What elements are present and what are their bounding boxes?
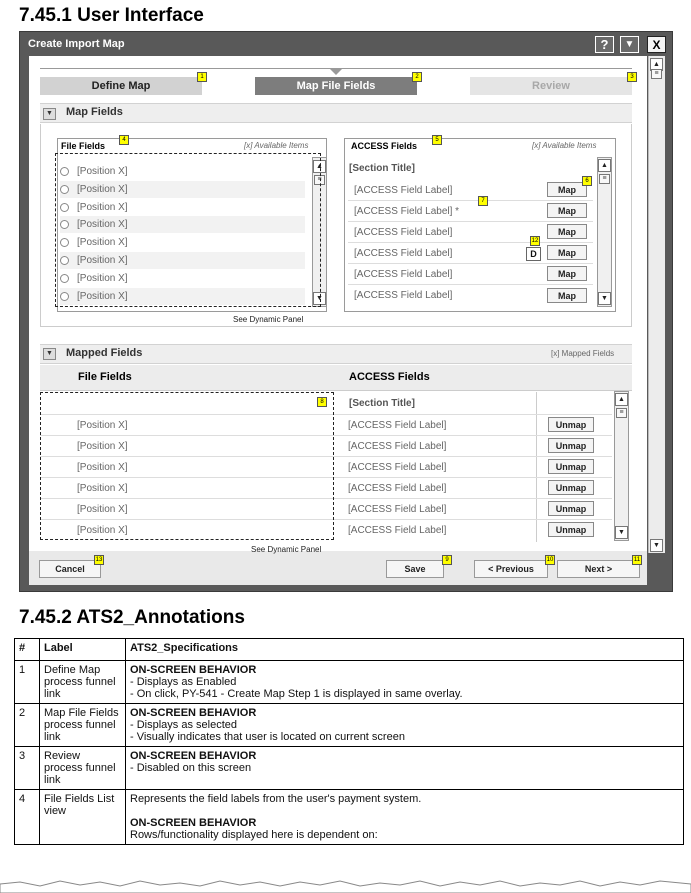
unmap-button[interactable]: Unmap	[548, 438, 594, 453]
file-field-row[interactable]: [Position X]	[60, 270, 305, 287]
scroll-down-icon[interactable]: ▼	[313, 292, 326, 305]
annotation-badge: 13	[95, 557, 103, 563]
scroll-down-icon[interactable]: ▼	[615, 526, 628, 539]
menu-dropdown-button[interactable]: ▼	[620, 36, 639, 53]
unmap-button[interactable]: Unmap	[548, 480, 594, 495]
current-step-pointer-icon	[329, 68, 343, 75]
access-field-row: [ACCESS Field Label]	[354, 290, 453, 301]
table-row: 3 Review process funnel link ON-SCREEN BEHAVIOR - Disabled on this screen	[15, 747, 684, 790]
collapse-icon[interactable]: ▼	[43, 108, 56, 120]
mapped-section-title: [Section Title]	[349, 398, 415, 409]
unmap-button[interactable]: Unmap	[548, 501, 594, 516]
collapse-icon[interactable]: ▼	[43, 348, 56, 360]
annotation-badge: 8	[317, 397, 327, 407]
mapped-row: [Position X] [ACCESS Field Label]	[40, 477, 612, 498]
funnel-step-define-map[interactable]: Define Map	[40, 77, 202, 95]
access-field-row: [ACCESS Field Label] *	[348, 201, 593, 222]
save-button[interactable]: Save	[386, 560, 444, 578]
annotation-badge: 2	[412, 72, 422, 82]
file-field-row[interactable]: [Position X]	[60, 234, 305, 251]
access-field-row: [ACCESS Field Label]	[348, 243, 593, 264]
dialog-scrollbar[interactable]	[648, 56, 665, 553]
map-button[interactable]: Map	[547, 203, 587, 218]
dynamic-panel-outline	[55, 153, 321, 307]
map-fields-header	[40, 103, 632, 123]
dialog-title: Create Import Map	[28, 38, 125, 50]
header-number: #	[15, 639, 40, 661]
file-field-row[interactable]: [Position X]	[60, 181, 305, 198]
mapped-fields-title: Mapped Fields	[66, 347, 143, 359]
scroll-down-icon[interactable]: ▼	[598, 292, 611, 305]
map-button[interactable]: Map	[547, 182, 587, 197]
section-heading-ui: 7.45.1 User Interface	[19, 5, 204, 26]
annotation-badge: 9	[442, 555, 452, 565]
scroll-thumb[interactable]: ≡	[651, 69, 662, 79]
previous-button[interactable]: < Previous	[474, 560, 548, 578]
funnel-step-map-file-fields[interactable]: Map File Fields	[255, 77, 417, 95]
table-header-row	[15, 639, 684, 661]
scroll-down-icon[interactable]: ▼	[650, 539, 663, 552]
access-section-title: [Section Title]	[349, 163, 415, 174]
annotation-badge: 10	[546, 557, 554, 563]
scroll-up-icon[interactable]: ▲	[313, 160, 326, 173]
scroll-up-icon[interactable]: ▲	[598, 159, 611, 172]
annotations-table	[14, 638, 684, 845]
annotation-badge: 6	[582, 176, 592, 186]
map-fields-title: Map Fields	[66, 106, 123, 118]
table-row: 2 Map File Fields process funnel link ON-SCREEN BEHAVIOR - Displays as selected - Visually indicates that user is located on current screen	[15, 704, 684, 747]
map-button[interactable]: Map	[547, 288, 587, 303]
file-field-row[interactable]: [Position X]	[60, 199, 305, 216]
dynamic-panel-outline	[40, 392, 334, 540]
annotation-badge: 11	[633, 557, 641, 563]
mapped-file-fields-header: File Fields	[78, 371, 132, 383]
help-button[interactable]: ?	[595, 36, 614, 53]
unmap-button[interactable]: Unmap	[548, 522, 594, 537]
annotation-badge: 3	[627, 72, 637, 82]
file-fields-title: File Fields	[61, 141, 106, 151]
dynamic-panel-note: See Dynamic Panel	[233, 315, 304, 324]
scroll-thumb[interactable]: ≡	[616, 408, 627, 418]
file-field-row[interactable]: [Position X]	[60, 288, 305, 305]
header-label: Label	[40, 639, 126, 661]
close-button[interactable]: X	[647, 36, 666, 53]
table-row: 1 Define Map process funnel link ON-SCREEN BEHAVIOR - Displays as Enabled - On click, PY-541 - Create Map Step 1 is displayed in same overlay.	[15, 661, 684, 704]
mapped-row: [Position X] [ACCESS Field Label]	[40, 414, 612, 435]
map-button[interactable]: Map	[547, 224, 587, 239]
annotation-badge: 4	[119, 135, 129, 145]
file-fields-available-count: [x] Available Items	[244, 141, 309, 150]
file-field-row[interactable]: [Position X]	[60, 216, 305, 233]
mapped-fields-count: [x] Mapped Fields	[551, 349, 615, 358]
annotation-badge: 7	[478, 196, 488, 206]
access-fields-title: ACCESS Fields	[351, 141, 418, 151]
access-fields-available-count: [x] Available Items	[532, 141, 597, 150]
next-button[interactable]: Next >	[557, 560, 640, 578]
unmap-button[interactable]: Unmap	[548, 459, 594, 474]
annotation-badge: 1	[197, 72, 207, 82]
dynamic-panel-note: See Dynamic Panel	[251, 545, 322, 554]
table-row: 4 File Fields List view Represents the field labels from the user's payment system. ON-SCREEN BEHAVIOR Rows/functionality displayed here is dependent on:	[15, 790, 684, 845]
scroll-thumb[interactable]: ≡	[314, 175, 325, 185]
section-heading-annotations: 7.45.2 ATS2_Annotations	[19, 607, 245, 628]
unmap-button[interactable]: Unmap	[548, 417, 594, 432]
header-specifications: ATS2_Specifications	[126, 639, 684, 661]
scroll-thumb[interactable]: ≡	[599, 174, 610, 184]
scroll-up-icon[interactable]: ▲	[650, 58, 663, 71]
mapped-row: [Position X] [ACCESS Field Label]	[40, 456, 612, 477]
scroll-up-icon[interactable]: ▲	[615, 393, 628, 406]
file-field-row[interactable]: [Position X]	[60, 163, 305, 180]
map-button[interactable]: Map	[547, 245, 587, 260]
access-field-row: [ACCESS Field Label]	[348, 264, 593, 285]
cancel-button[interactable]: Cancel	[39, 560, 101, 578]
funnel-step-review: Review	[470, 77, 632, 95]
mapped-row: [Position X] [ACCESS Field Label]	[40, 498, 612, 519]
annotation-badge: 5	[432, 135, 442, 145]
access-field-row: [ACCESS Field Label]	[348, 222, 593, 243]
torn-edge	[0, 876, 691, 893]
mapped-row: [Position X] [ACCESS Field Label]	[40, 435, 612, 456]
map-button[interactable]: Map	[547, 266, 587, 281]
default-indicator: D	[526, 247, 541, 261]
access-field-row: [ACCESS Field Label]	[348, 180, 593, 201]
mapped-access-fields-header: ACCESS Fields	[349, 371, 430, 383]
annotation-badge: 12	[531, 238, 539, 244]
file-field-row[interactable]: [Position X]	[60, 252, 305, 269]
mapped-row: [Position X] [ACCESS Field Label]	[40, 519, 612, 540]
